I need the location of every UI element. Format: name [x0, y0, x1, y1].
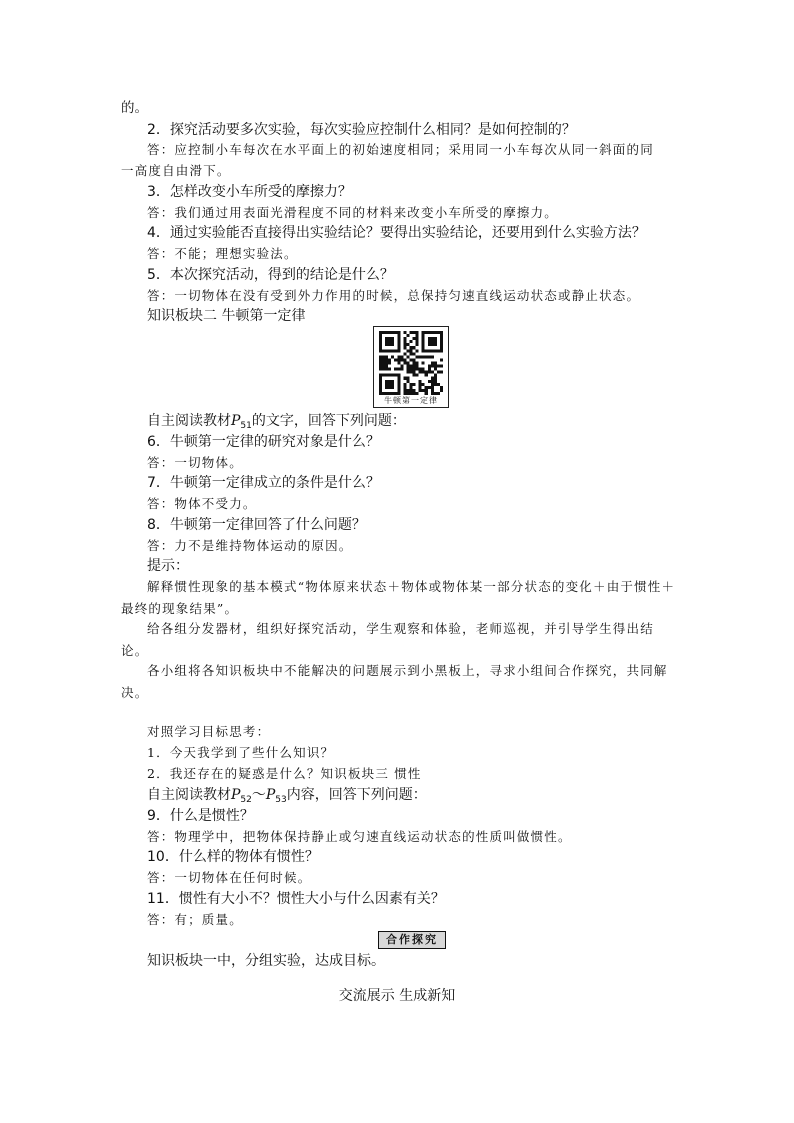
question-9: 9．什么是惯性？ [147, 808, 254, 824]
exchange-heading: 交流展示 生成新知 [338, 988, 456, 1004]
block1-text: 知识板块一中，分组实验，达成目标。 [147, 953, 385, 969]
answer-2-cont: 一高度自由滑下。 [121, 163, 231, 178]
text-line: 的。 [121, 100, 148, 116]
question-7: 7．牛顿第一定律成立的条件是什么？ [147, 475, 380, 491]
section-stamp: 合作探究 [378, 931, 446, 949]
reading-instruction-2: 自主阅读教材$P_{52}\sim P_{53}$内容，回答下列问题： [147, 787, 427, 805]
question-10: 10．什么样的物体有惯性？ [147, 849, 319, 865]
qr-code[interactable] [373, 326, 449, 408]
tip-label: 提示： [147, 558, 189, 574]
question-8: 8．牛顿第一定律回答了什么问题？ [147, 517, 366, 533]
question-11: 11．惯性有大小不？惯性大小与什么因素有关？ [147, 891, 445, 907]
question-3: 3．怎样改变小车所受的摩擦力？ [147, 184, 352, 200]
answer-5: 答：一切物体在没有受到外力作用的时候，总保持匀速直线运动状态或静止状态。 [147, 288, 641, 303]
answer-3: 答：我们通过用表面光滑程度不同的材料来改变小车所受的摩擦力。 [147, 205, 559, 220]
question-5: 5．本次探究活动，得到的结论是什么？ [147, 267, 394, 283]
answer-6: 答：一切物体。 [147, 455, 243, 470]
question-2: 2．探究活动要多次实验，每次实验应控制什么相同？是如何控制的？ [147, 122, 576, 138]
board-paragraph: 各小组将各知识板块中不能解决的问题展示到小黑板上，寻求小组间合作探究，共同解决。 [121, 663, 668, 700]
section-heading-block2: 知识板块二 牛顿第一定律 [147, 308, 306, 324]
answer-8: 答：力不是维持物体运动的原因。 [147, 538, 353, 553]
question-6: 6．牛顿第一定律的研究对象是什么？ [147, 434, 380, 450]
answer-7: 答：物体不受力。 [147, 496, 257, 511]
tip-paragraph: 解释惯性现象的基本模式“物体原来状态＋物体或物体某一部分状态的变化＋由于惯性＋最终的现象结果”。 [121, 579, 676, 616]
answer-2: 答：应控制小车每次在水平面上的初始速度相同；采用同一小车每次从同一斜面的同 [147, 142, 654, 157]
reflect-item-2: 2．我还存在的疑惑是什么？知识板块三 惯性 [147, 766, 422, 781]
answer-11: 答：有；质量。 [147, 912, 243, 927]
reflect-item-1: 1．今天我学到了些什么知识？ [147, 745, 335, 760]
reflect-heading: 对照学习目标思考： [147, 724, 271, 739]
qr-caption: 牛顿第一定律 [384, 396, 438, 405]
qr-code-icon [379, 331, 443, 395]
answer-10: 答：一切物体在任何时候。 [147, 870, 312, 885]
group-paragraph: 给各组分发器材，组织好探究活动，学生观察和体验，老师巡视，并引导学生得出结论。 [121, 621, 654, 658]
reading-instruction-1: 自主阅读教材$P_{51}$的文字，回答下列问题： [147, 413, 406, 431]
answer-4: 答：不能；理想实验法。 [147, 246, 298, 261]
question-4: 4．通过实验能否直接得出实验结论？要得出实验结论，还要用到什么实验方法？ [147, 225, 646, 241]
answer-9: 答：物理学中，把物体保持静止或匀速直线运动状态的性质叫做惯性。 [147, 829, 572, 844]
